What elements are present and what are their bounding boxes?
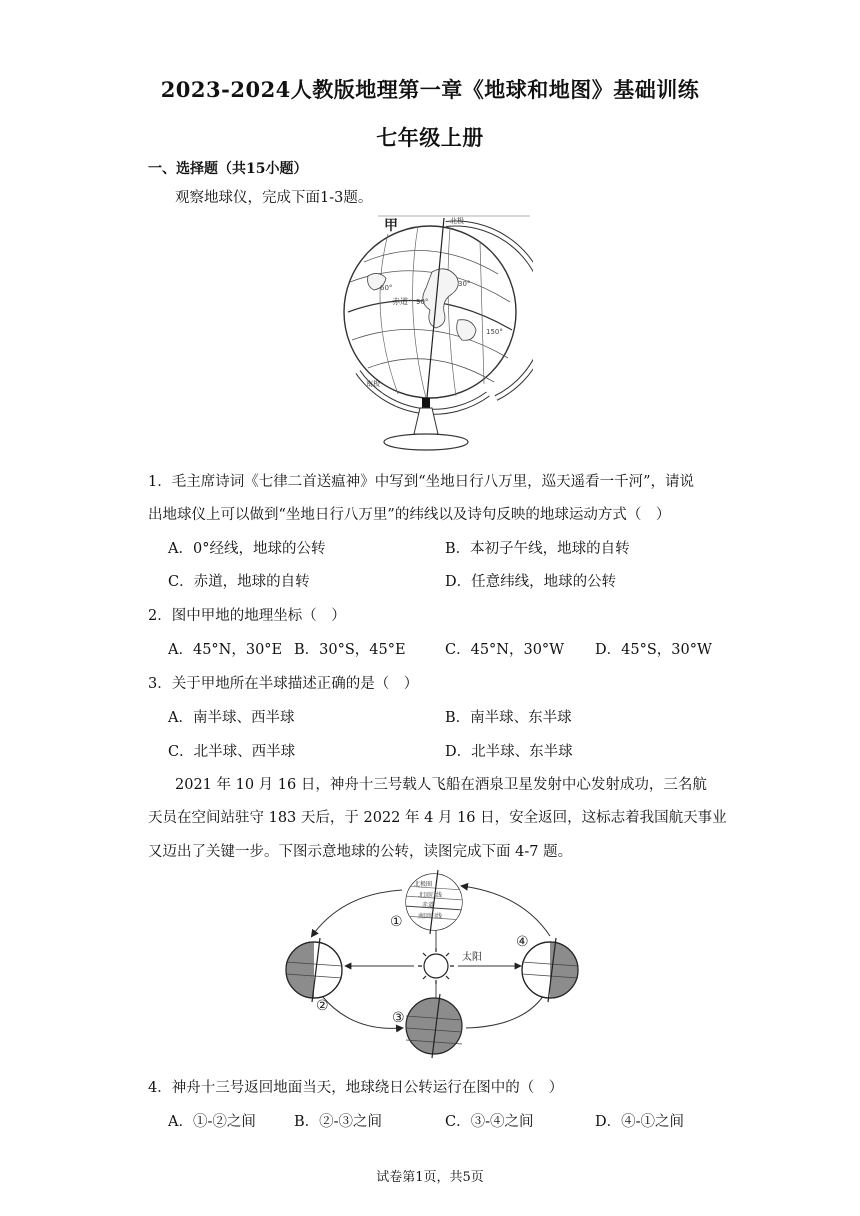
globe-label-north-pole: 北极 — [450, 217, 464, 225]
grade-subtitle: 七年级上册 — [376, 125, 484, 150]
globe-label-south-pole: 南极 — [366, 380, 380, 388]
globe-figure — [328, 212, 533, 457]
q2-option-b[interactable]: B．30°S，45°E — [294, 642, 406, 658]
earth-position-1 — [404, 870, 464, 934]
q4-option-d[interactable]: D．④-①之间 — [595, 1114, 685, 1130]
globe-sphere — [344, 226, 516, 398]
question-4-stem: 4．神舟十三号返回地面当天，地球绕日公转运行在图中的（ ） — [148, 1080, 564, 1096]
earth1-latitude-label: 北回归线 — [418, 892, 443, 899]
globe-lat-label: 150° — [486, 328, 503, 336]
q3-option-a[interactable]: A．南半球、西半球 — [168, 710, 295, 726]
position-marker-4: ④ — [516, 934, 529, 950]
earth1-latitude-label: 北极圈 — [414, 881, 433, 888]
q1-option-c[interactable]: C．赤道，地球的自转 — [168, 574, 310, 590]
q3-option-b[interactable]: B．南半球、东半球 — [445, 710, 572, 726]
page-footer: 试卷第1页，共5页 — [376, 1170, 484, 1185]
sun-label: 太阳 — [462, 952, 482, 963]
question-1-stem: 1．毛主席诗词《七律二首送瘟神》中写到“坐地日行八万里，巡天遥看一千河”，请说 — [148, 474, 695, 490]
q1-option-a[interactable]: A．0°经线，地球的公转 — [168, 541, 326, 557]
globe-lat-label: 90° — [416, 298, 429, 306]
q3-option-c[interactable]: C．北半球、西半球 — [168, 744, 296, 760]
earth-position-4 — [522, 938, 578, 1002]
q1-option-b[interactable]: B．本初子午线，地球的自转 — [445, 541, 630, 557]
q2-option-c[interactable]: C．45°N，30°W — [445, 642, 565, 658]
intro-text-1: 观察地球仪，完成下面1-3题。 — [175, 190, 373, 206]
question-1-stem-cont: 出地球仪上可以做到“坐地日行八万里”的纬线以及诗句反映的地球运动方式（ ） — [148, 507, 671, 523]
q2-option-d[interactable]: D．45°S，30°W — [595, 642, 712, 658]
globe-label-jia: 甲 — [384, 218, 398, 234]
earth-position-3 — [406, 994, 462, 1058]
globe-lat-label: 60° — [380, 284, 393, 292]
globe-lat-label: 30° — [458, 280, 471, 288]
question-2-stem: 2．图中甲地的地理坐标（ ） — [148, 608, 346, 624]
position-marker-2: ② — [316, 998, 329, 1014]
sun-icon — [418, 948, 454, 984]
globe-label-equator: 赤道 — [392, 297, 408, 306]
intro-text-2-cont: 又迈出了关键一步。下图示意地球的公转，读图完成下面 4-7 题。 — [148, 844, 573, 860]
section-heading: 一、选择题（共15小题） — [148, 161, 308, 177]
earth-position-2 — [286, 938, 342, 1002]
intro-text-2: 2021 年 10 月 16 日，神舟十三号载人飞船在酒泉卫星发射中心发射成功，三名航 — [175, 777, 707, 793]
earth1-latitude-label: 赤道 — [422, 902, 435, 909]
orbit-figure — [282, 866, 582, 1060]
q2-option-a[interactable]: A．45°N，30°E — [168, 642, 283, 658]
exam-title: 2023-2024人教版地理第一章《地球和地图》基础训练 — [160, 77, 700, 102]
question-3-stem: 3．关于甲地所在半球描述正确的是（ ） — [148, 676, 419, 692]
q1-option-d[interactable]: D．任意纬线，地球的公转 — [445, 574, 617, 590]
position-marker-1: ① — [390, 914, 403, 930]
q3-option-d[interactable]: D．北半球、东半球 — [445, 744, 573, 760]
q4-option-b[interactable]: B．②-③之间 — [294, 1114, 383, 1130]
intro-text-2-cont: 天员在空间站驻守 183 天后，于 2022 年 4 月 16 日，安全返回，这标志着我国航天事业 — [148, 810, 727, 826]
earth1-latitude-label: 南回归线 — [418, 913, 443, 920]
position-marker-3: ③ — [392, 1010, 405, 1026]
q4-option-a[interactable]: A．①-②之间 — [168, 1114, 256, 1130]
q4-option-c[interactable]: C．③-④之间 — [445, 1114, 534, 1130]
